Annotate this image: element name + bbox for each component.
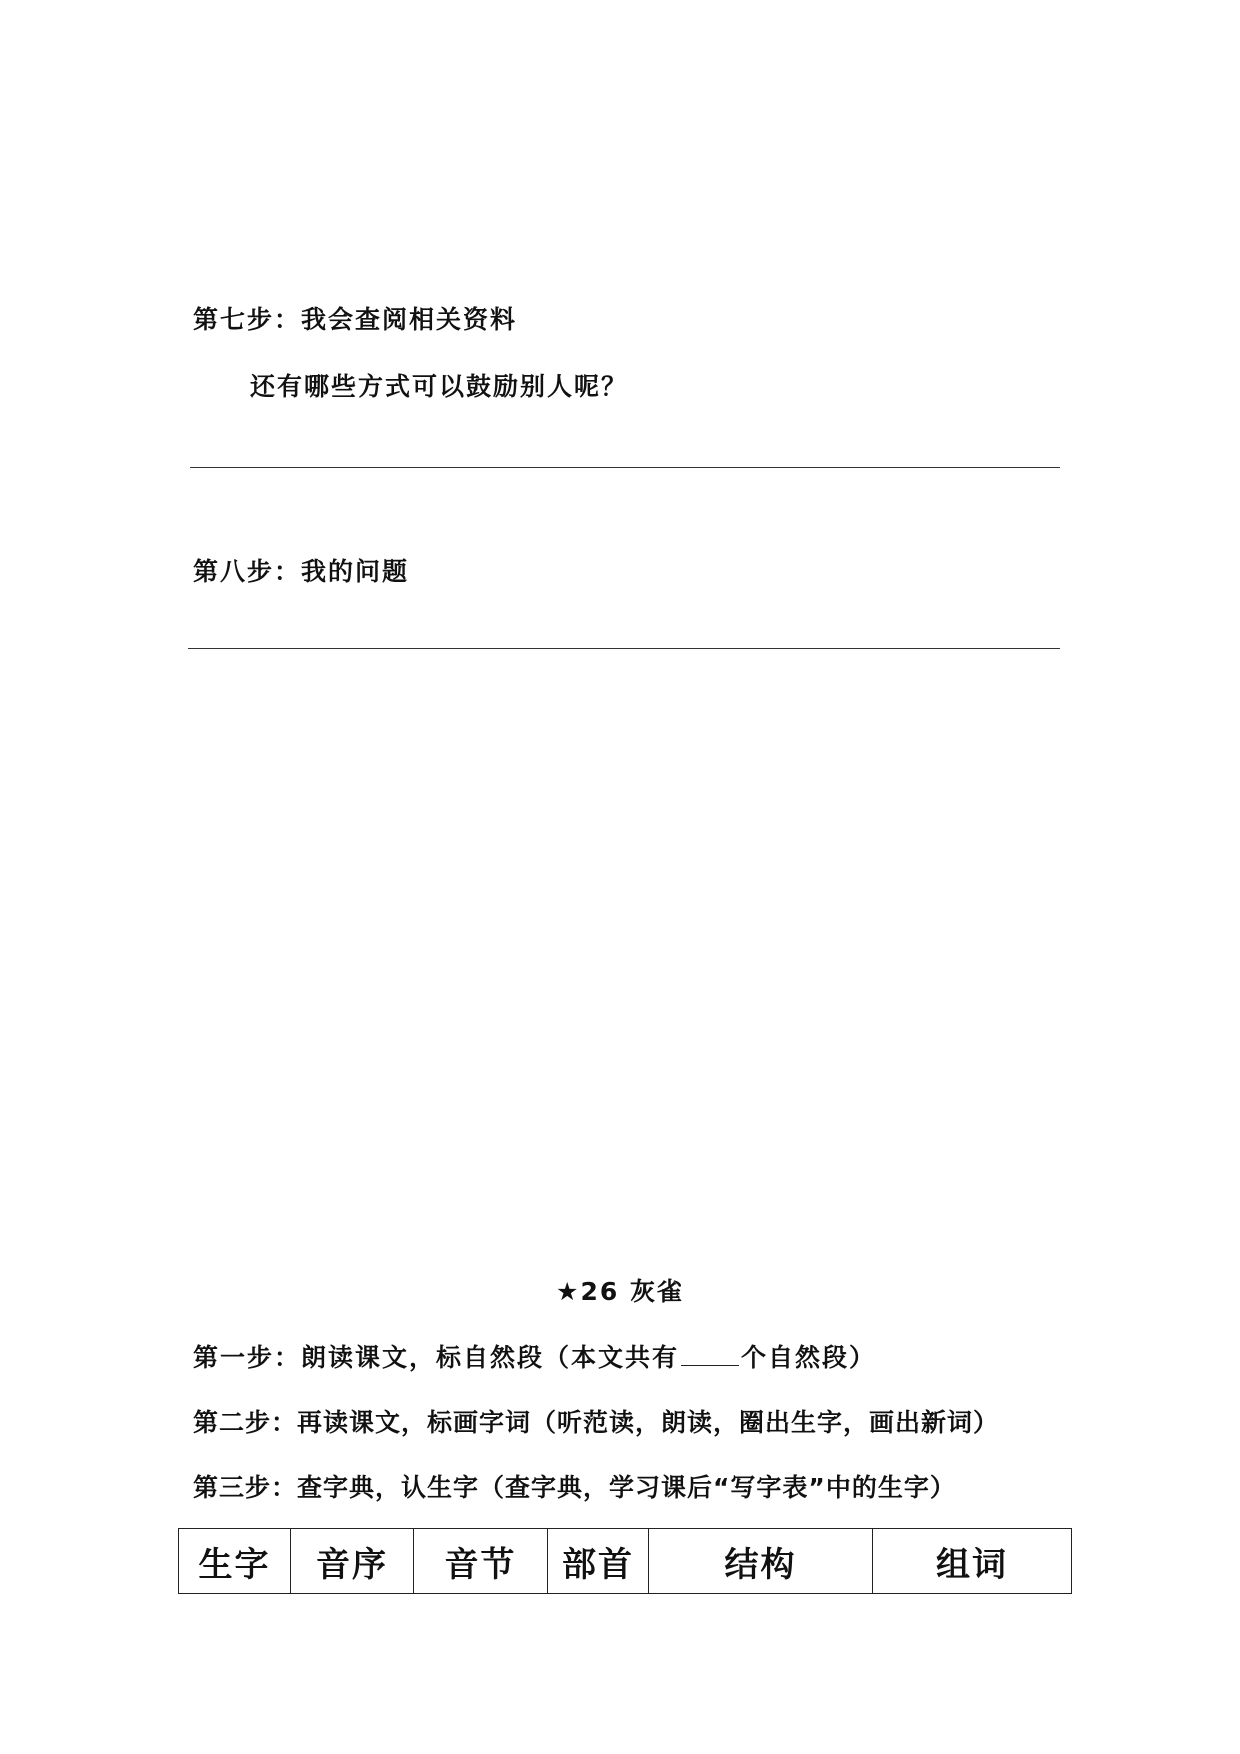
table-header-row: [179, 1529, 1072, 1594]
header-initial: 音序: [291, 1529, 414, 1594]
header-character: 生字: [179, 1529, 291, 1594]
header-radical: 部首: [548, 1529, 649, 1594]
step7-heading: 第七步：我会查阅相关资料: [193, 305, 518, 334]
step7-question: 还有哪些方式可以鼓励别人呢？: [250, 372, 629, 401]
lesson-title: ★26 灰雀: [556, 1277, 684, 1306]
step3-line: 第三步：查字典，认生字（查字典，学习课后“写字表”中的生字）: [193, 1473, 956, 1502]
step1-line: [193, 1338, 876, 1374]
character-table: [178, 1528, 1072, 1594]
step2-line: 第二步：再读课文，标画字词（听范读，朗读，圈出生字，画出新词）: [193, 1408, 1000, 1437]
step8-heading: 第八步：我的问题: [193, 557, 410, 586]
step7-answer-line[interactable]: [190, 467, 1060, 468]
header-structure: 结构: [649, 1529, 873, 1594]
header-syllable: 音节: [414, 1529, 548, 1594]
step1-text-after: 个自然段）: [741, 1343, 877, 1372]
step1-text-before: 第一步：朗读课文，标自然段（本文共有: [193, 1343, 680, 1372]
header-words: 组词: [873, 1529, 1072, 1594]
step8-answer-line[interactable]: [188, 648, 1060, 649]
paragraph-count-blank[interactable]: [681, 1343, 739, 1366]
